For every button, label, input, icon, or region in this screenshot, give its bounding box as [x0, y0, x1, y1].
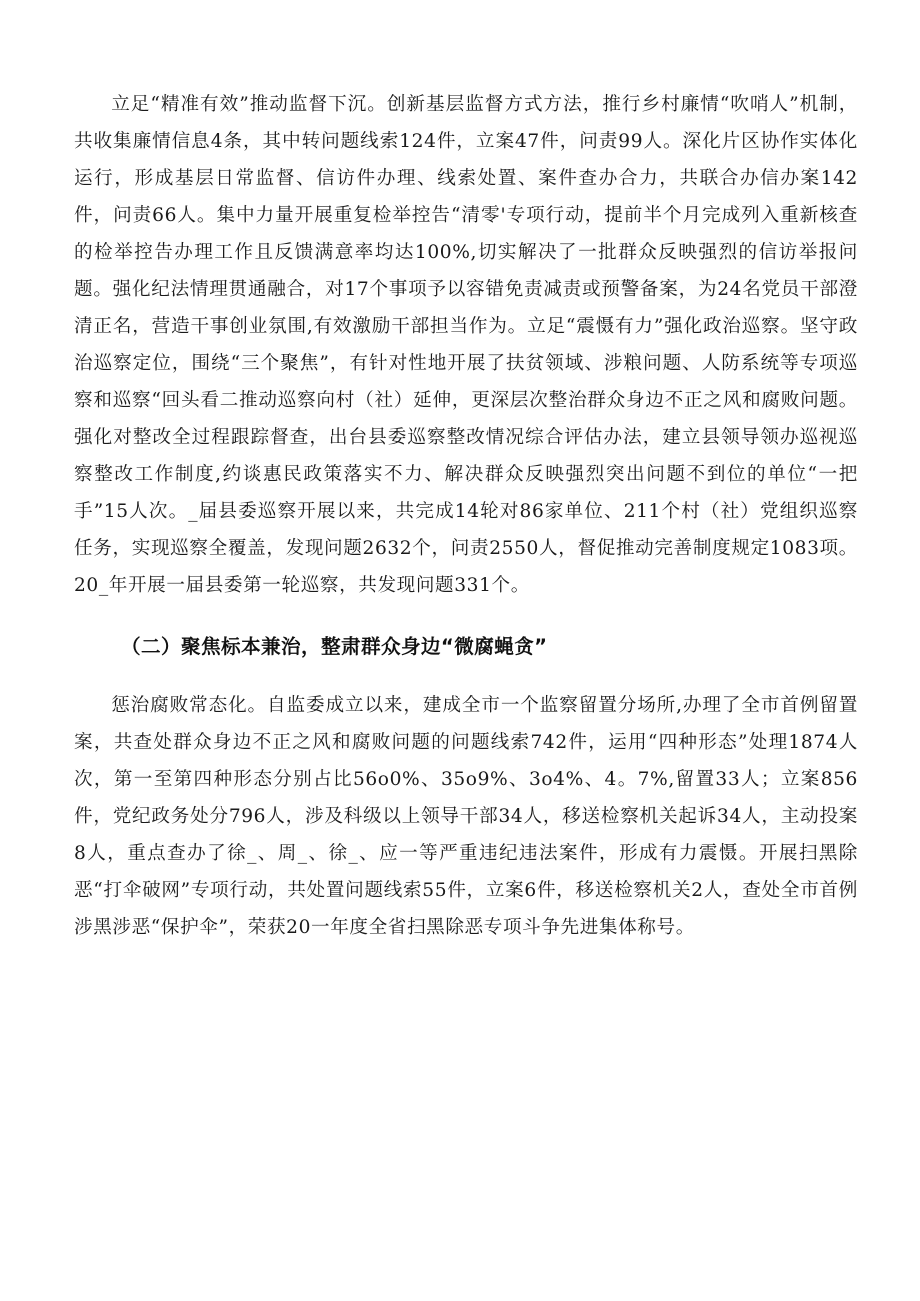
body-paragraph-supervision: 立足“精准有效”推动监督下沉。创新基层监督方式方法，推行乡村廉情“吹哨人”机制，共收集廉情信息4条，其中转问题线索124件，立案47件，问责99人。深化片区协作实体化运行，形成基层日常监督、信访件办理、线索处置、案件查办合力，共联合办信办案142件，问责66人。集中力量开展重复检举控告“清零'专项行动，提前半个月完成列入重新核查的检举控告办理工作且反馈满意率均达100%,切实解决了一批群众反映强烈的信访举报问题。强化纪法情理贯通融合，对17个事项予以容错免责减责或预警备案，为24名党员干部澄清正名，营造干事创业氛围,有效激励干部担当作为。立足“震慑有力”强化政治巡察。坚守政治巡察定位，围绕“三个聚焦”，有针对性地开展了扶贫领域、涉粮问题、人防系统等专项巡察和巡察“回头看二推动巡察向村（社）延伸，更深层次整治群众身边不正之风和腐败问题。强化对整改全过程跟踪督查，出台县委巡察整改情况综合评估办法，建立县领导领办巡视巡察整改工作制度,约谈惠民政策落实不力、解决群众反映强烈突出问题不到位的单位“一把手”15人次。_届县委巡察开展以来，共完成14轮对86家单位、211个村（社）党组织巡察任务，实现巡察全覆盖，发现问题2632个，问责2550人，督促推动完善制度规定1083项。20_年开展一届县委第一轮巡察，共发现问题331个。	[74, 94, 858, 596]
section-heading: （二）聚焦标本兼治，整肃群众身边“微腐蝇贪”	[121, 635, 548, 658]
body-paragraph-anticorruption: 惩治腐败常态化。自监委成立以来，建成全市一个监察留置分场所,办理了全市首例留置案，共查处群众身边不正之风和腐败问题的问题线索742件，运用“四种形态”处理1874人次，第一至第四种形态分别占比56o0%、35o9%、3o4%、4。7%,留置33人；立案856件，党纪政务处分796人，涉及科级以上领导干部34人，移送检察机关起诉34人，主动投案8人，重点查办了徐_、周_、徐_、应一等严重违纪违法案件，形成有力震慑。开展扫黑除恶“打伞破网”专项行动，共处置问题线索55件，立案6件，移送检察机关2人，查处全市首例涉黑涉恶“保护伞”，荣获20一年度全省扫黑除恶专项斗争先进集体称号。	[74, 695, 858, 938]
